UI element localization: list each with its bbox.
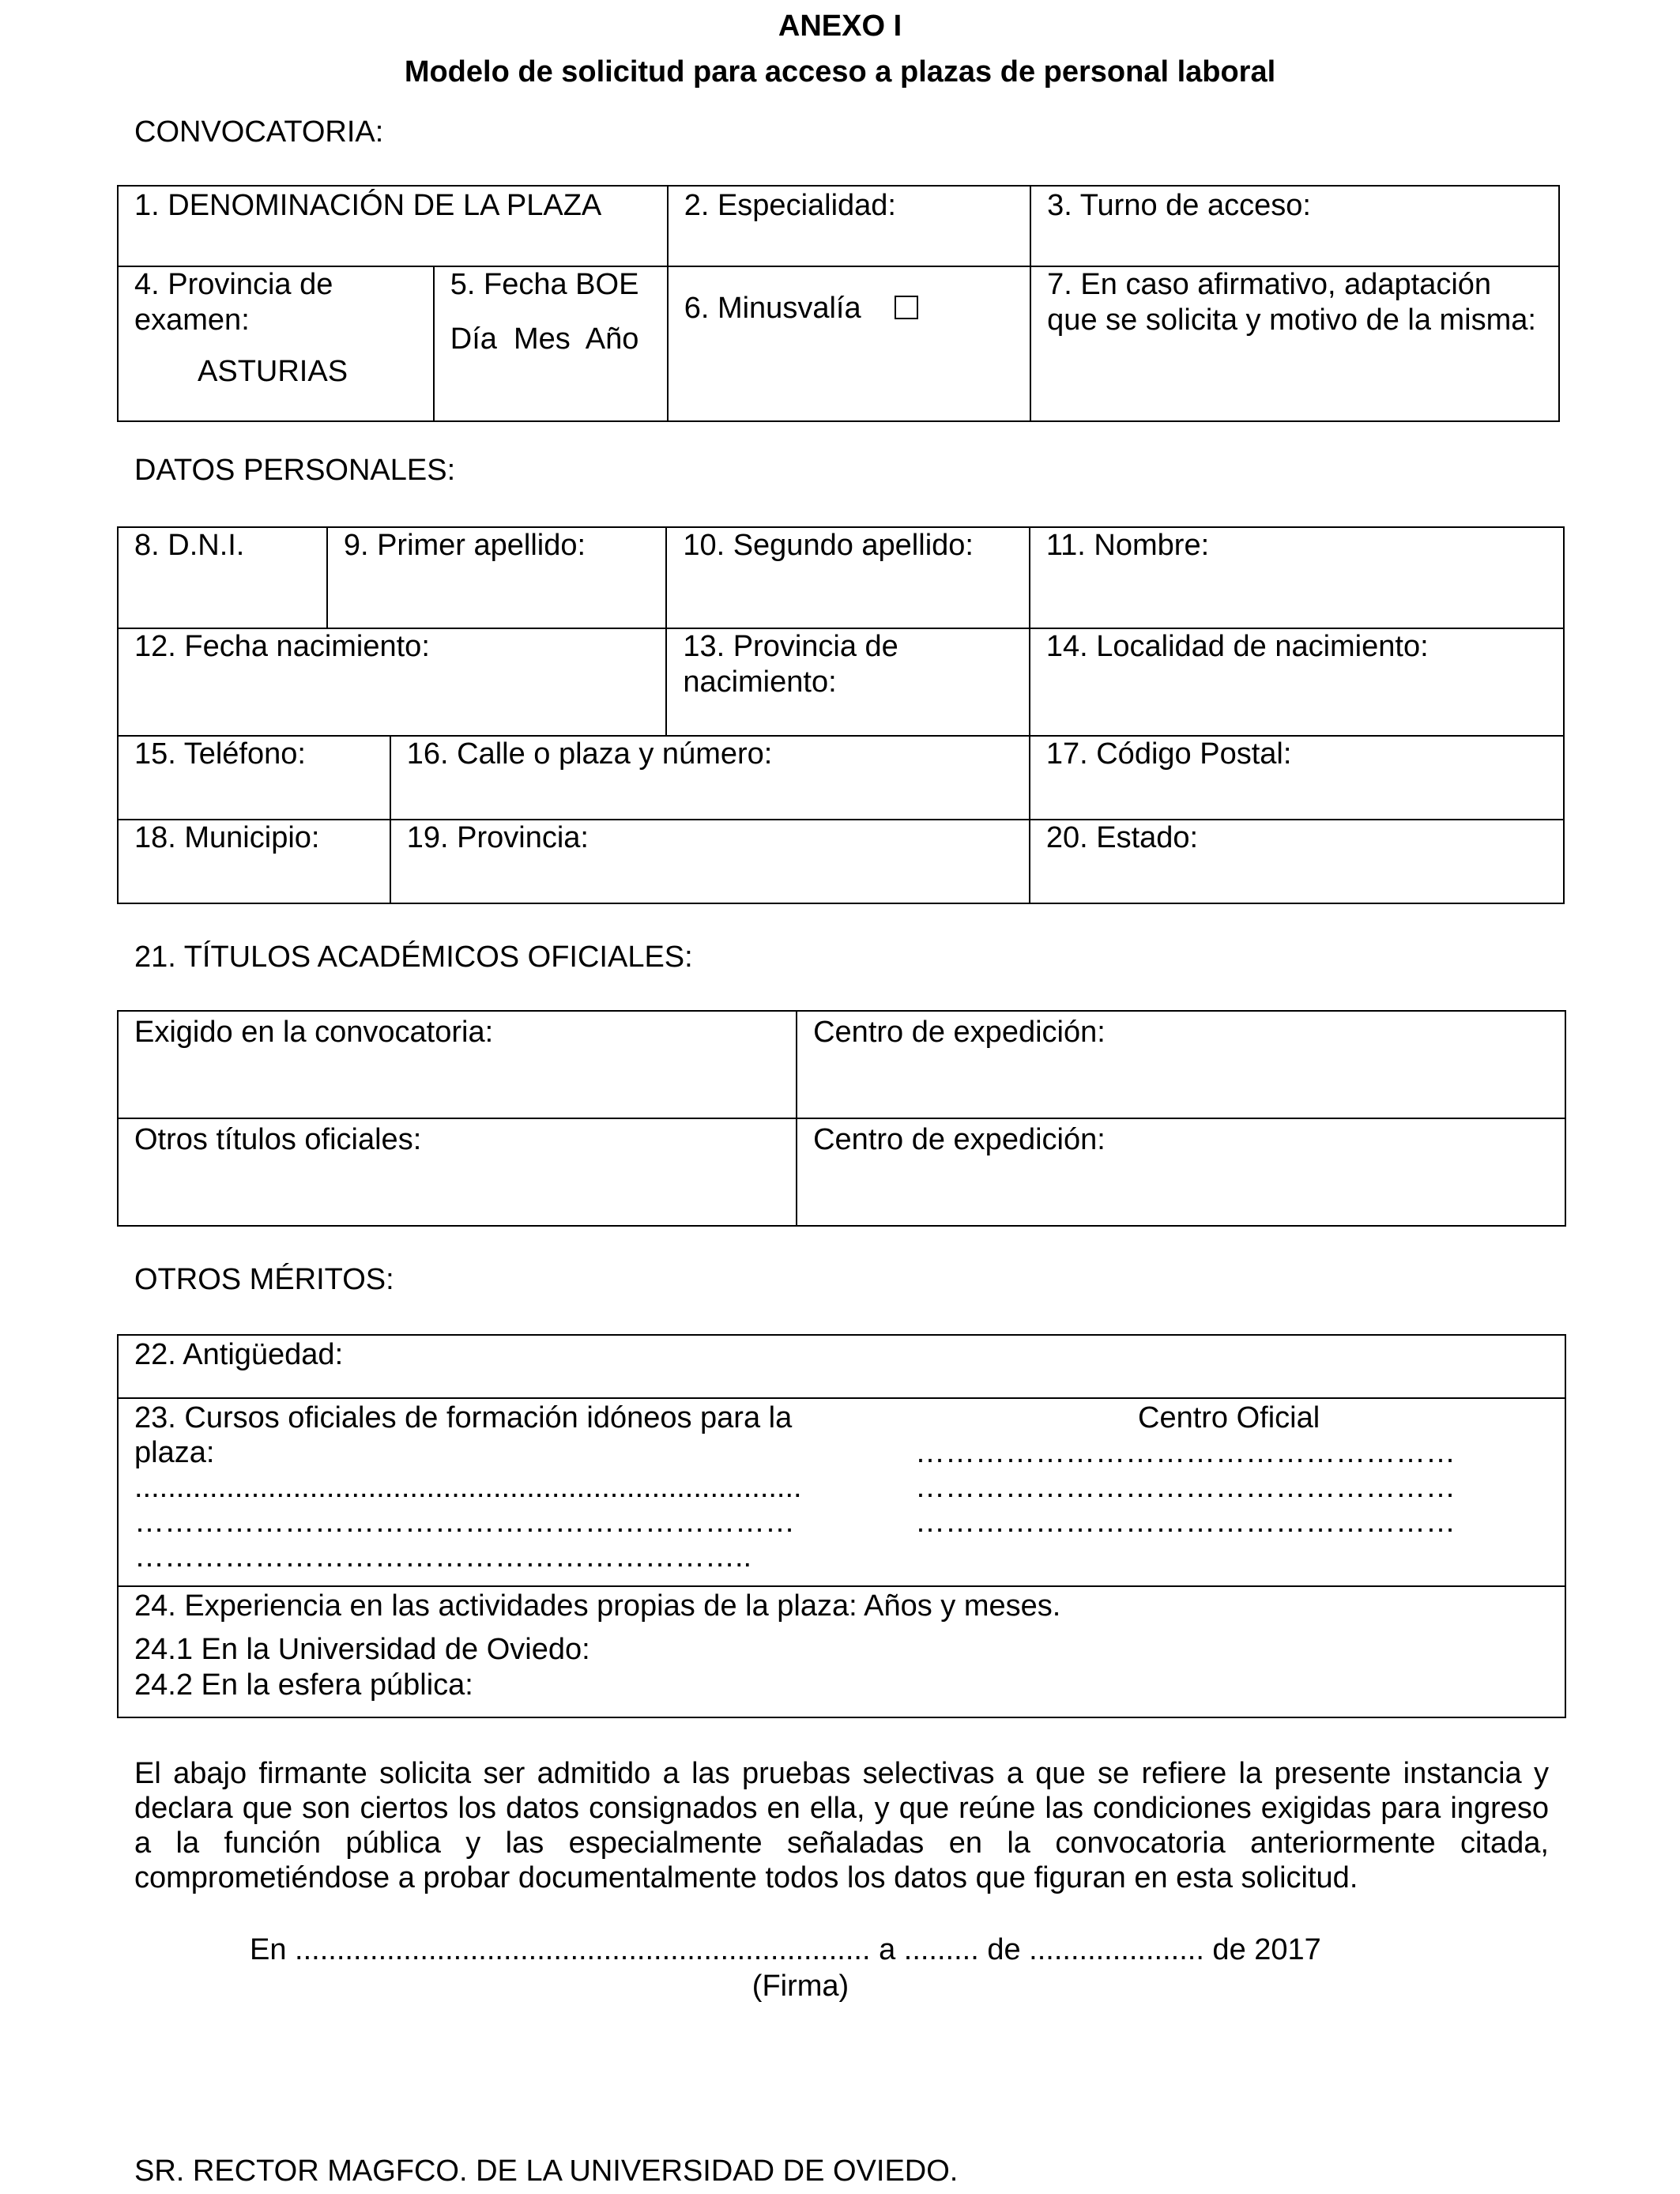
section-meritos: OTROS MÉRITOS:	[134, 1263, 394, 1296]
section-titulos: 21. TÍTULOS ACADÉMICOS OFICIALES:	[134, 941, 693, 974]
centro-dots-2: ………………………………………………	[915, 1471, 1456, 1504]
experiencia-label: 24. Experiencia en las actividades propias de la plaza: Años y meses.	[134, 1589, 1061, 1623]
nombre-field[interactable]: 11. Nombre:	[1030, 527, 1564, 628]
fecha-boe-parts: Día Mes Año	[450, 322, 639, 356]
estado-field[interactable]: 20. Estado:	[1030, 820, 1564, 903]
calle-field[interactable]: 16. Calle o plaza y número:	[390, 736, 1030, 820]
centro-oficial-label: Centro Oficial	[1138, 1401, 1320, 1434]
centro-dots-3: ………………………………………………	[915, 1506, 1456, 1539]
minusvalia-checkbox[interactable]	[895, 296, 918, 319]
minusvalia-label: 6. Minusvalía	[684, 292, 861, 325]
section-datos-personales: DATOS PERSONALES:	[134, 454, 456, 487]
exigido-field[interactable]: Exigido en la convocatoria:	[118, 1011, 797, 1118]
dni-field[interactable]: 8. D.N.I.	[118, 527, 327, 628]
turno-field[interactable]: 3. Turno de acceso:	[1030, 186, 1559, 266]
municipio-field[interactable]: 18. Municipio:	[118, 820, 390, 903]
otros-titulos-field[interactable]: Otros títulos oficiales:	[118, 1118, 797, 1226]
centro-expedicion-1-field[interactable]: Centro de expedición:	[797, 1011, 1565, 1118]
fecha-boe-label: 5. Fecha BOE	[450, 268, 639, 301]
fecha-nacimiento-field[interactable]: 12. Fecha nacimiento:	[118, 628, 666, 736]
provincia-nacimiento-field[interactable]: 13. Provincia de nacimiento:	[666, 628, 1030, 736]
cursos-dots-1: ................................................................................	[134, 1471, 802, 1504]
provincia-examen-label: 4. Provincia de examen:	[134, 268, 333, 337]
codigo-postal-field[interactable]: 17. Código Postal:	[1030, 736, 1564, 820]
firma-label: (Firma)	[751, 1970, 849, 2003]
experiencia-field[interactable]	[118, 1586, 1565, 1717]
cursos-dots-2: …………………………………………………………	[134, 1506, 795, 1539]
segundo-apellido-field[interactable]: 10. Segundo apellido:	[666, 527, 1030, 628]
experiencia-publica: 24.2 En la esfera pública:	[134, 1668, 473, 1702]
datos-personales-table	[117, 526, 1565, 904]
section-convocatoria: CONVOCATORIA:	[134, 115, 384, 149]
page-title: Modelo de solicitud para acceso a plazas de personal laboral	[404, 55, 1276, 89]
provincia-examen-field[interactable]	[118, 266, 434, 421]
centro-dots-1: ………………………………………………	[915, 1436, 1456, 1469]
adaptacion-field[interactable]: 7. En caso afirmativo, adaptación que se solicita y motivo de la misma:	[1030, 266, 1559, 421]
minusvalia-field	[668, 266, 1030, 421]
annex-title: ANEXO I	[778, 9, 902, 43]
localidad-nacimiento-field[interactable]: 14. Localidad de nacimiento:	[1030, 628, 1564, 736]
experiencia-universidad: 24.1 En la Universidad de Oviedo:	[134, 1633, 590, 1666]
cursos-field[interactable]	[118, 1398, 1565, 1586]
fecha-boe-field[interactable]	[434, 266, 668, 421]
cursos-dots-3: ……………………………………………………..	[134, 1540, 752, 1574]
destinatario-text: SR. RECTOR MAGFCO. DE LA UNIVERSIDAD DE OVIEDO.	[134, 2154, 959, 2188]
meritos-table	[117, 1334, 1566, 1718]
provincia-field[interactable]: 19. Provincia:	[390, 820, 1030, 903]
titulos-table	[117, 1010, 1566, 1227]
cursos-label: 23. Cursos oficiales de formación idóneos para la plaza:	[134, 1401, 793, 1469]
centro-expedicion-2-field[interactable]: Centro de expedición:	[797, 1118, 1565, 1226]
lugar-fecha-line[interactable]: En ..................................................................... a ......... de ..................... de 2017	[250, 1933, 1321, 1966]
primer-apellido-field[interactable]: 9. Primer apellido:	[327, 527, 666, 628]
provincia-examen-value: ASTURIAS	[198, 355, 348, 388]
antiguedad-field[interactable]: 22. Antigüedad:	[118, 1335, 1565, 1398]
convocatoria-table	[117, 185, 1560, 422]
denominacion-field[interactable]: 1. DENOMINACIÓN DE LA PLAZA	[118, 186, 668, 266]
telefono-field[interactable]: 15. Teléfono:	[118, 736, 390, 820]
declaracion-text: El abajo firmante solicita ser admitido a las pruebas selectivas a que se refiere la presente instancia y declara que son ciertos los datos consignados en ella, y que reúne las condiciones exigidas para ingreso a la función pública y las especialmente señaladas en la convocatoria anteriormente citada, comprometiéndose a probar documentalmente todos los datos que figuran en esta solicitud.	[134, 1757, 1549, 1894]
especialidad-field[interactable]: 2. Especialidad:	[668, 186, 1030, 266]
